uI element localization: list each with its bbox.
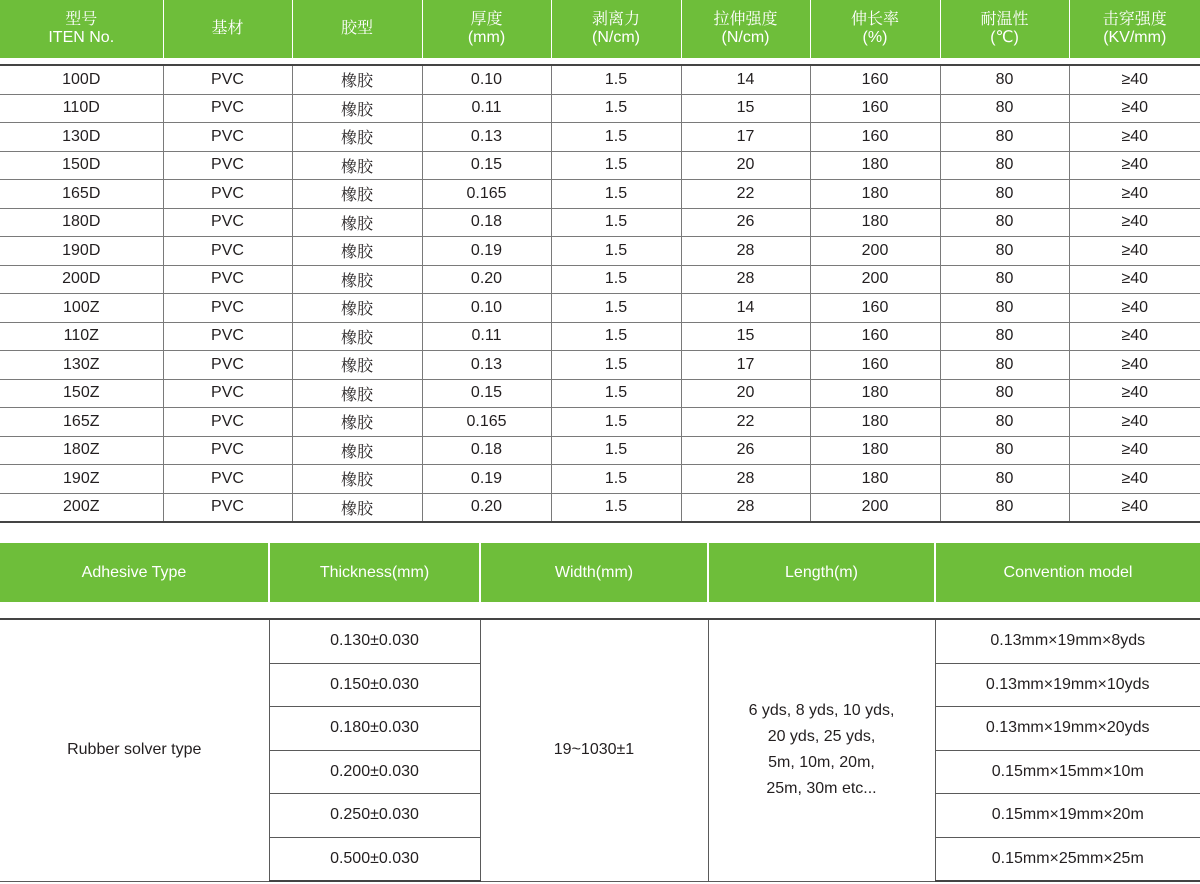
breakdown-strength-cell: ≥40 — [1069, 180, 1200, 209]
adhesive-cell: 橡胶 — [292, 408, 422, 437]
thickness-cell: 0.20 — [422, 493, 551, 522]
thickness-cell: 0.15 — [422, 379, 551, 408]
tensile-strength-cell: 20 — [681, 151, 810, 180]
tensile-strength-cell: 15 — [681, 94, 810, 123]
adhesive-cell: 橡胶 — [292, 294, 422, 323]
temperature-cell: 80 — [940, 265, 1069, 294]
base-material-cell: PVC — [163, 208, 292, 237]
temperature-cell: 80 — [940, 94, 1069, 123]
thickness-cell: 0.13 — [422, 351, 551, 380]
elongation-cell: 200 — [810, 493, 940, 522]
temperature-cell: 80 — [940, 123, 1069, 152]
breakdown-strength-cell: ≥40 — [1069, 65, 1200, 94]
peel-force-cell: 1.5 — [551, 180, 681, 209]
item-no-cell: 165Z — [0, 408, 163, 437]
spec-row — [0, 294, 1200, 323]
elongation-cell: 180 — [810, 208, 940, 237]
temperature-cell: 80 — [940, 294, 1069, 323]
base-material-cell: PVC — [163, 436, 292, 465]
elongation-cell: 200 — [810, 237, 940, 266]
item-no-cell: 100Z — [0, 294, 163, 323]
breakdown-strength-cell: ≥40 — [1069, 94, 1200, 123]
peel-force-cell: 1.5 — [551, 465, 681, 494]
base-material-cell: PVC — [163, 294, 292, 323]
tensile-strength-cell: 28 — [681, 493, 810, 522]
tensile-strength-cell: 22 — [681, 408, 810, 437]
header-convention-model: Convention model — [935, 543, 1200, 602]
peel-force-cell: 1.5 — [551, 351, 681, 380]
header-thickness-mm: Thickness(mm) — [269, 543, 480, 602]
temperature-cell: 80 — [940, 408, 1069, 437]
size-header-row — [0, 543, 1200, 602]
breakdown-strength-cell: ≥40 — [1069, 123, 1200, 152]
header-tensile-strength: 拉伸强度 (N/cm) — [681, 0, 810, 58]
spec-row — [0, 94, 1200, 123]
thickness-cell: 0.500±0.030 — [269, 837, 480, 881]
breakdown-strength-cell: ≥40 — [1069, 322, 1200, 351]
breakdown-strength-cell: ≥40 — [1069, 294, 1200, 323]
peel-force-cell: 1.5 — [551, 123, 681, 152]
tensile-strength-cell: 26 — [681, 208, 810, 237]
thickness-cell: 0.130±0.030 — [269, 619, 480, 663]
thickness-cell: 0.150±0.030 — [269, 663, 480, 707]
model-cell: 0.13mm×19mm×20yds — [935, 707, 1200, 751]
adhesive-cell: 橡胶 — [292, 379, 422, 408]
spec-row — [0, 351, 1200, 380]
thickness-cell: 0.19 — [422, 237, 551, 266]
size-table — [0, 543, 1200, 882]
spec-header-row — [0, 0, 1200, 58]
thickness-cell: 0.19 — [422, 465, 551, 494]
length-line: 20 yds, 25 yds, — [767, 728, 876, 746]
peel-force-cell: 1.5 — [551, 208, 681, 237]
model-cell: 0.13mm×19mm×10yds — [935, 663, 1200, 707]
peel-force-cell: 1.5 — [551, 265, 681, 294]
adhesive-cell: 橡胶 — [292, 123, 422, 152]
thickness-cell: 0.250±0.030 — [269, 794, 480, 838]
elongation-cell: 160 — [810, 294, 940, 323]
thickness-cell: 0.180±0.030 — [269, 707, 480, 751]
spec-row — [0, 265, 1200, 294]
item-no-cell: 110Z — [0, 322, 163, 351]
peel-force-cell: 1.5 — [551, 322, 681, 351]
breakdown-strength-cell: ≥40 — [1069, 237, 1200, 266]
tensile-strength-cell: 22 — [681, 180, 810, 209]
tensile-strength-cell: 28 — [681, 465, 810, 494]
adhesive-cell: 橡胶 — [292, 351, 422, 380]
elongation-cell: 180 — [810, 379, 940, 408]
spec-row — [0, 208, 1200, 237]
thickness-cell: 0.200±0.030 — [269, 750, 480, 794]
item-no-cell: 200D — [0, 265, 163, 294]
tensile-strength-cell: 15 — [681, 322, 810, 351]
elongation-cell: 180 — [810, 180, 940, 209]
peel-force-cell: 1.5 — [551, 379, 681, 408]
header-peel-force: 剥离力 (N/cm) — [551, 0, 681, 58]
model-cell: 0.13mm×19mm×8yds — [935, 619, 1200, 663]
size-row — [0, 619, 1200, 663]
base-material-cell: PVC — [163, 237, 292, 266]
tensile-strength-cell: 17 — [681, 351, 810, 380]
adhesive-type-cell: Rubber solver type — [0, 619, 269, 881]
spec-row — [0, 465, 1200, 494]
item-no-cell: 180D — [0, 208, 163, 237]
thickness-cell: 0.18 — [422, 208, 551, 237]
item-no-cell: 150Z — [0, 379, 163, 408]
peel-force-cell: 1.5 — [551, 151, 681, 180]
peel-force-cell: 1.5 — [551, 94, 681, 123]
spec-row — [0, 237, 1200, 266]
thickness-cell: 0.13 — [422, 123, 551, 152]
elongation-cell: 180 — [810, 408, 940, 437]
breakdown-strength-cell: ≥40 — [1069, 151, 1200, 180]
tensile-strength-cell: 14 — [681, 294, 810, 323]
header-breakdown-strength: 击穿强度 (KV/mm) — [1069, 0, 1200, 58]
length-line: 5m, 10m, 20m, — [768, 754, 875, 772]
peel-force-cell: 1.5 — [551, 493, 681, 522]
base-material-cell: PVC — [163, 465, 292, 494]
temperature-cell: 80 — [940, 65, 1069, 94]
item-no-cell: 150D — [0, 151, 163, 180]
tensile-strength-cell: 20 — [681, 379, 810, 408]
base-material-cell: PVC — [163, 322, 292, 351]
adhesive-cell: 橡胶 — [292, 208, 422, 237]
length-line: 25m, 30m etc... — [766, 780, 877, 798]
tensile-strength-cell: 28 — [681, 237, 810, 266]
breakdown-strength-cell: ≥40 — [1069, 265, 1200, 294]
breakdown-strength-cell: ≥40 — [1069, 208, 1200, 237]
spec-row — [0, 322, 1200, 351]
header-length-m: Length(m) — [708, 543, 935, 602]
temperature-cell: 80 — [940, 151, 1069, 180]
item-no-cell: 200Z — [0, 493, 163, 522]
tensile-strength-cell: 14 — [681, 65, 810, 94]
breakdown-strength-cell: ≥40 — [1069, 351, 1200, 380]
adhesive-cell: 橡胶 — [292, 237, 422, 266]
elongation-cell: 160 — [810, 94, 940, 123]
item-no-cell: 130D — [0, 123, 163, 152]
elongation-cell: 160 — [810, 322, 940, 351]
base-material-cell: PVC — [163, 65, 292, 94]
base-material-cell: PVC — [163, 123, 292, 152]
elongation-cell: 160 — [810, 123, 940, 152]
breakdown-strength-cell: ≥40 — [1069, 493, 1200, 522]
model-cell: 0.15mm×19mm×20m — [935, 794, 1200, 838]
adhesive-cell: 橡胶 — [292, 265, 422, 294]
thickness-cell: 0.165 — [422, 180, 551, 209]
header-base-material: 基材 — [163, 0, 292, 58]
thickness-cell: 0.15 — [422, 151, 551, 180]
spec-row — [0, 493, 1200, 522]
base-material-cell: PVC — [163, 408, 292, 437]
item-no-cell: 100D — [0, 65, 163, 94]
spec-row — [0, 151, 1200, 180]
temperature-cell: 80 — [940, 180, 1069, 209]
length-line: 6 yds, 8 yds, 10 yds, — [748, 702, 895, 720]
header-adhesive-type: Adhesive Type — [0, 543, 269, 602]
base-material-cell: PVC — [163, 94, 292, 123]
header-thickness: 厚度 (mm) — [422, 0, 551, 58]
length-cell — [708, 619, 935, 881]
peel-force-cell: 1.5 — [551, 436, 681, 465]
item-no-cell: 110D — [0, 94, 163, 123]
header-adhesive: 胶型 — [292, 0, 422, 58]
item-no-cell: 190D — [0, 237, 163, 266]
elongation-cell: 180 — [810, 465, 940, 494]
spec-row — [0, 436, 1200, 465]
base-material-cell: PVC — [163, 151, 292, 180]
thickness-cell: 0.11 — [422, 322, 551, 351]
tensile-strength-cell: 26 — [681, 436, 810, 465]
base-material-cell: PVC — [163, 351, 292, 380]
adhesive-cell: 橡胶 — [292, 180, 422, 209]
item-no-cell: 130Z — [0, 351, 163, 380]
model-cell: 0.15mm×25mm×25m — [935, 837, 1200, 881]
peel-force-cell: 1.5 — [551, 294, 681, 323]
temperature-cell: 80 — [940, 237, 1069, 266]
width-cell: 19~1030±1 — [480, 619, 708, 881]
temperature-cell: 80 — [940, 208, 1069, 237]
base-material-cell: PVC — [163, 180, 292, 209]
thickness-cell: 0.20 — [422, 265, 551, 294]
breakdown-strength-cell: ≥40 — [1069, 379, 1200, 408]
breakdown-strength-cell: ≥40 — [1069, 408, 1200, 437]
base-material-cell: PVC — [163, 493, 292, 522]
thickness-cell: 0.10 — [422, 294, 551, 323]
temperature-cell: 80 — [940, 351, 1069, 380]
adhesive-cell: 橡胶 — [292, 65, 422, 94]
adhesive-cell: 橡胶 — [292, 94, 422, 123]
adhesive-cell: 橡胶 — [292, 436, 422, 465]
header-temperature: 耐温性 (℃) — [940, 0, 1069, 58]
item-no-cell: 165D — [0, 180, 163, 209]
adhesive-cell: 橡胶 — [292, 151, 422, 180]
tensile-strength-cell: 17 — [681, 123, 810, 152]
spec-row — [0, 65, 1200, 94]
item-no-cell: 180Z — [0, 436, 163, 465]
thickness-cell: 0.11 — [422, 94, 551, 123]
base-material-cell: PVC — [163, 379, 292, 408]
peel-force-cell: 1.5 — [551, 237, 681, 266]
elongation-cell: 160 — [810, 351, 940, 380]
breakdown-strength-cell: ≥40 — [1069, 436, 1200, 465]
spec-row — [0, 123, 1200, 152]
thickness-cell: 0.18 — [422, 436, 551, 465]
elongation-cell: 200 — [810, 265, 940, 294]
elongation-cell: 180 — [810, 436, 940, 465]
adhesive-cell: 橡胶 — [292, 465, 422, 494]
temperature-cell: 80 — [940, 436, 1069, 465]
tensile-strength-cell: 28 — [681, 265, 810, 294]
peel-force-cell: 1.5 — [551, 408, 681, 437]
header-item-no: 型号 ITEN No. — [0, 0, 163, 58]
spec-row — [0, 379, 1200, 408]
temperature-cell: 80 — [940, 493, 1069, 522]
thickness-cell: 0.10 — [422, 65, 551, 94]
breakdown-strength-cell: ≥40 — [1069, 465, 1200, 494]
elongation-cell: 180 — [810, 151, 940, 180]
temperature-cell: 80 — [940, 379, 1069, 408]
adhesive-cell: 橡胶 — [292, 493, 422, 522]
adhesive-cell: 橡胶 — [292, 322, 422, 351]
elongation-cell: 160 — [810, 65, 940, 94]
thickness-cell: 0.165 — [422, 408, 551, 437]
temperature-cell: 80 — [940, 322, 1069, 351]
model-cell: 0.15mm×15mm×10m — [935, 750, 1200, 794]
temperature-cell: 80 — [940, 465, 1069, 494]
item-no-cell: 190Z — [0, 465, 163, 494]
header-width-mm: Width(mm) — [480, 543, 708, 602]
spec-row — [0, 408, 1200, 437]
base-material-cell: PVC — [163, 265, 292, 294]
peel-force-cell: 1.5 — [551, 65, 681, 94]
header-elongation: 伸长率 (%) — [810, 0, 940, 58]
spec-row — [0, 180, 1200, 209]
